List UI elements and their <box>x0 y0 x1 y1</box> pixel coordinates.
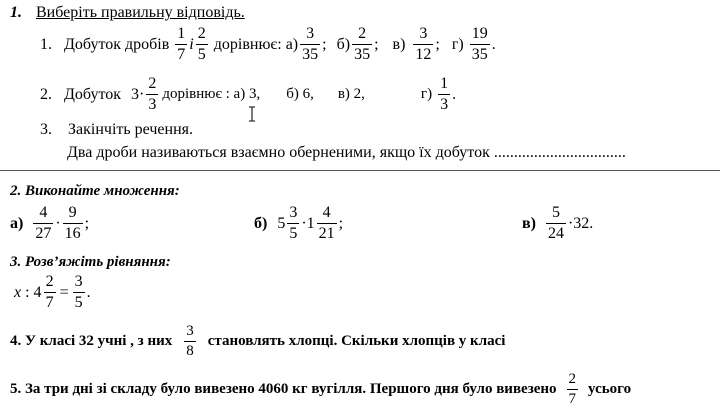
task-2-v-fraction: $\frac{5}{24}$ <box>547 204 564 242</box>
task-5-fraction: $\frac{2}{7}$ <box>568 371 577 407</box>
q2-option-g: $\frac{1}{3}$ <box>440 75 449 113</box>
q1-text: Добуток дробів <box>64 35 170 53</box>
task-3-fraction-2: $\frac{3}{5}$ <box>74 273 83 311</box>
q1-option-g-label: г) <box>451 35 464 53</box>
q3-number: 3. <box>40 121 52 138</box>
task-2-b-fraction-1: $\frac{3}{5}$ <box>289 204 298 242</box>
q1-sep-b: ; <box>374 35 379 53</box>
q1-sep-v: ; <box>435 35 440 53</box>
q2-number: 2. <box>40 85 52 103</box>
task-3-end: . <box>86 283 91 301</box>
q2-option-g-label: г) <box>420 86 433 102</box>
task-1-number: 1. <box>10 4 22 21</box>
q1-fraction-2: $\frac{2}{5}$ <box>197 25 206 63</box>
task-2-item-v <box>522 205 593 242</box>
task-1-heading <box>10 4 245 22</box>
q2-end: . <box>452 85 457 103</box>
q2-option-a: дорівнює : а) 3, <box>162 86 261 102</box>
task-4-fraction: $\frac{3}{8}$ <box>186 323 194 359</box>
task-4-text-b: становлять хлопці. Скільки хлопців у класі <box>207 333 506 349</box>
q1-option-v: $\frac{3}{12}$ <box>415 25 432 63</box>
task-3-title: 3. Розв’яжіть рівняння: <box>10 254 171 270</box>
q2-fraction: $\frac{2}{3}$ <box>148 75 157 113</box>
task-2-item-a <box>10 205 89 242</box>
task-2-b-whole-1: 5 <box>277 214 286 232</box>
task-2-title: 2. Виконайте множення: <box>10 183 180 199</box>
task-2-a-label: а) <box>10 214 24 232</box>
task-3-equals: = <box>59 283 69 301</box>
q2-whole: 3 <box>131 85 139 103</box>
task-3-equation <box>14 274 91 311</box>
q1-sep-a: ; <box>322 35 327 53</box>
task-2-b-label: б) <box>254 214 268 232</box>
task-5-text-a: 5. За три дні зі складу було вивезено 4060 кг вугілля. Першого дня було вивезено <box>10 381 557 397</box>
task-5 <box>10 372 631 407</box>
q1-option-b: $\frac{2}{35}$ <box>354 25 371 63</box>
text-cursor-icon <box>247 106 257 122</box>
q1-number: 1. <box>40 35 52 53</box>
q2-text: Добуток <box>64 85 121 103</box>
task-4 <box>10 324 505 359</box>
task-2-v-rest: ·32. <box>567 214 594 232</box>
task-2-b-dot: · <box>301 214 307 232</box>
q1-option-a: $\frac{3}{35}$ <box>302 25 319 63</box>
q2-option-b: б) 6, <box>286 86 314 102</box>
task-2-b-whole-2: 1 <box>306 214 315 232</box>
q1-conjunction: і <box>189 35 194 53</box>
task-2-a-dot: · <box>55 214 61 232</box>
task-2-b-fraction-2: $\frac{4}{21}$ <box>318 204 335 242</box>
task-1-title: Виберіть правильну відповідь. <box>36 4 245 21</box>
task-1-question-3 <box>40 121 193 139</box>
task-2-a-fraction-1: $\frac{4}{27}$ <box>35 204 52 242</box>
q1-end: . <box>491 35 496 53</box>
q2-option-v: в) 2, <box>337 86 365 102</box>
divider <box>0 170 720 171</box>
task-3-divide: : 4 <box>25 283 42 301</box>
task-3-x: x <box>14 283 22 301</box>
task-5-text-b: усього <box>588 381 632 397</box>
q1-fraction-1: $\frac{1}{7}$ <box>177 25 186 63</box>
q3-line-1: Закінчіть речення. <box>68 121 194 138</box>
q2-dot: · <box>139 85 145 103</box>
task-2-item-b <box>254 205 343 242</box>
task-3-fraction-1: $\frac{2}{7}$ <box>45 273 54 311</box>
task-2-a-end: ; <box>84 214 90 232</box>
q1-option-v-label: в) <box>392 35 406 53</box>
task-2-a-fraction-2: $\frac{9}{16}$ <box>64 204 81 242</box>
task-2-b-end: ; <box>338 214 344 232</box>
q3-line-2: Два дроби називаються взаємно оберненими, якщо їх добуток ................................. <box>67 144 626 161</box>
task-1-question-1 <box>40 26 496 63</box>
task-2-v-label: в) <box>522 214 536 232</box>
q1-option-b-label: б) <box>336 35 351 53</box>
q1-option-g: $\frac{19}{35}$ <box>471 25 488 63</box>
q1-option-a-label: дорівнює: а) <box>213 35 299 53</box>
task-4-text-a: 4. У класі 32 учні , з них <box>10 333 173 349</box>
